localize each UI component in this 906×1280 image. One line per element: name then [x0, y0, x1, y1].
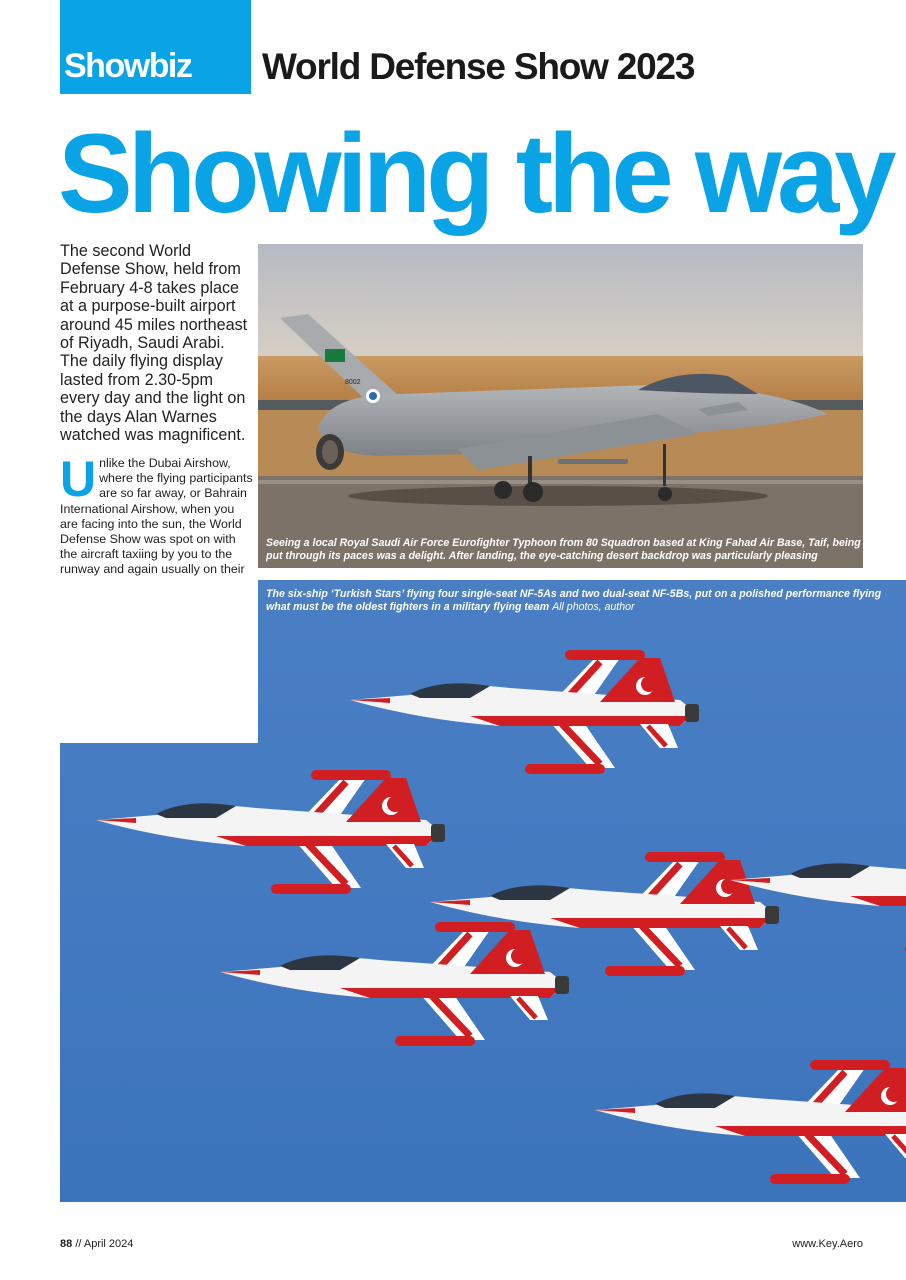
photo-notch	[60, 580, 258, 743]
headline: Showing the way	[58, 111, 892, 236]
section-label: Showbiz	[64, 47, 192, 85]
show-title: World Defense Show 2023	[262, 46, 695, 87]
drop-cap: U	[60, 451, 97, 507]
website-url: www.Key.Aero	[792, 1238, 863, 1250]
caption-text: The six-ship ‘Turkish Stars’ flying four single-seat NF-5As and two dual-seat NF-5Bs, put on a polished performance flying what must be the oldest fighters in a military flying team	[266, 588, 882, 613]
paragraph-1-text: nlike the Dubai Airshow, where the flying participants are so far away, or Bahrain International Airshow, when you are facing into the sun, the World Defense Show was spot on with the aircraft taxiing by you to the runway and again usually on their	[60, 456, 253, 577]
section-tab	[60, 0, 251, 94]
aircraft-serial: 8002	[345, 379, 361, 386]
standfirst: The second World Defense Show, held from February 4-8 takes place at a purpose-built airport around 45 miles northeast of Riyadh, Saudi Arabi. The daily flying display lasted from 2.30-5pm every day and the light on the days Alan Warnes watched was magnificent.	[60, 242, 248, 445]
photo-credit: All photos, author	[552, 601, 635, 613]
typhoon-caption: Seeing a local Royal Saudi Air Force Eurofighter Typhoon from 80 Squadron based at King Fahad Air Base, Taif, being put through its paces was a delight. After landing, the eye-catching desert backdrop was particularly pleasing	[266, 537, 861, 562]
page-footer	[60, 1238, 133, 1250]
paragraph-1	[60, 451, 254, 593]
page-number: 88	[60, 1238, 73, 1250]
turkish-stars-caption	[266, 588, 886, 614]
issue-date: // April 2024	[75, 1238, 134, 1250]
typhoon-photo	[258, 244, 863, 568]
